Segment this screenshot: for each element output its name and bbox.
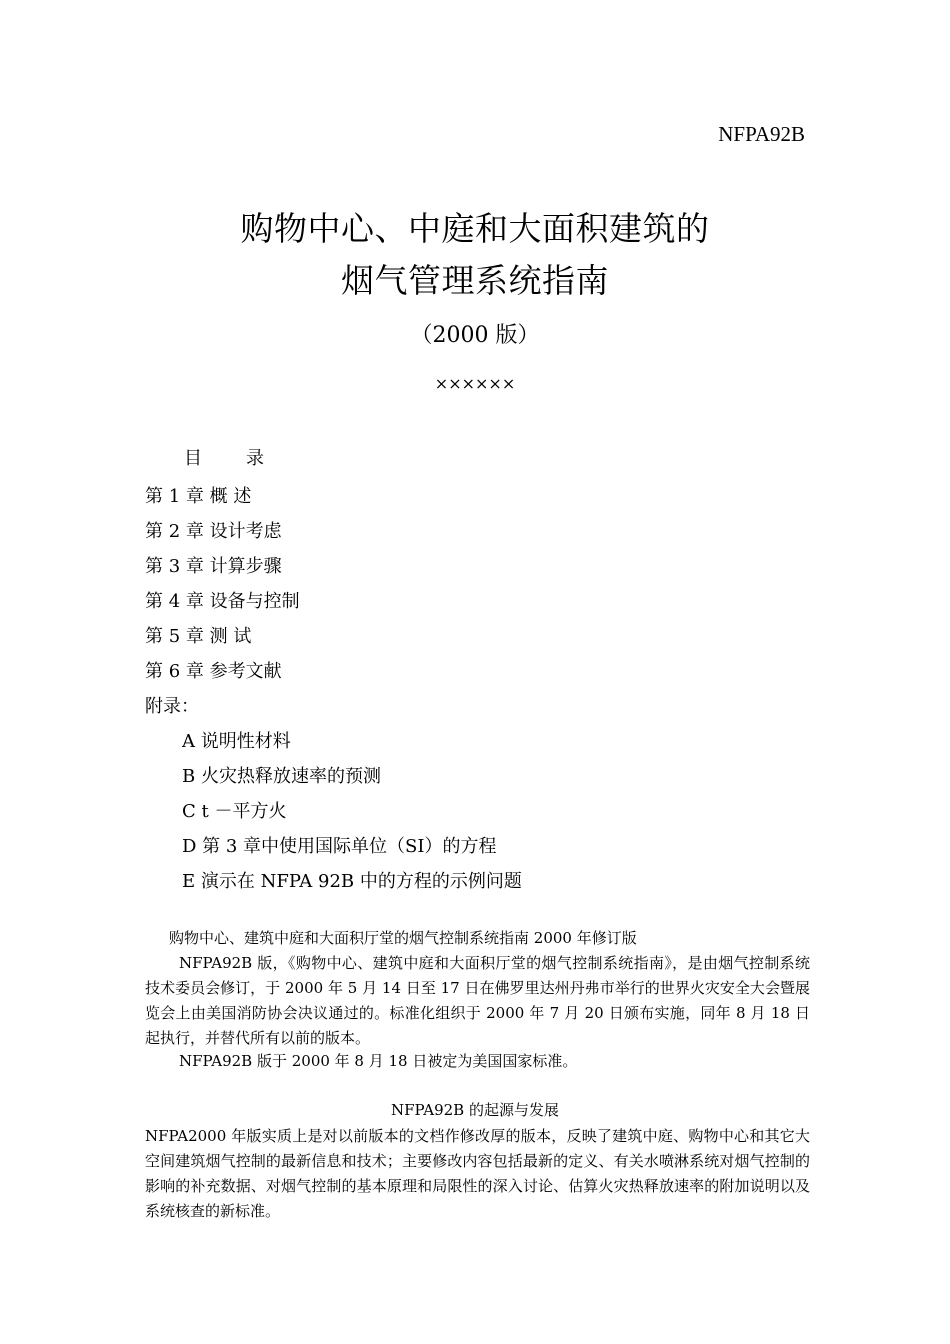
origin-paragraph: NFPA2000 年版实质上是对以前版本的文档作修改厚的版本，反映了建筑中庭、购物中心和其它大空间建筑烟气控制的最新信息和技术；主要修改内容包括最新的定义、有关水喷淋系统对烟气控制的影响的补充数据、对烟气控制的基本原理和局限性的深入讨论、估算火灾热释放速率的附加说明以及系统核查的新标准。 <box>145 1127 810 1220</box>
author-mark: ×××××× <box>434 374 516 393</box>
toc-appendix-e: E 演示在 NFPA 92B 中的方程的示例问题 <box>182 871 522 892</box>
title-line-1: 购物中心、中庭和大面积建筑的 <box>240 209 710 248</box>
toc-item-chapter-5: 第 5 章 测 试 <box>145 626 252 647</box>
toc-item-chapter-1: 第 1 章 概 述 <box>145 486 252 507</box>
toc-item-chapter-4: 第 4 章 设备与控制 <box>145 591 300 612</box>
toc-appendix-c: C t －平方火 <box>182 801 287 822</box>
revision-description-paragraph: NFPA92B 版，《购物中心、建筑中庭和大面积厅堂的烟气控制系统指南》，是由烟气控制系统技术委员会修订，于 2000 年 5 月 14 日至 17 日在佛罗里达州丹弗市举行的世界火灾安全大会暨展览会上由美国消防协会决议通过的。标准化组织于 2000 年 7 月 20 日颁布实施，同年 8 月 18 日起执行，并替代所有以前的版本。 <box>145 954 810 1047</box>
toc-appendix-d: D 第 3 章中使用国际单位（SI）的方程 <box>182 836 497 857</box>
toc-item-chapter-2: 第 2 章 设计考虑 <box>145 521 282 542</box>
toc-heading: 目录 <box>184 448 308 469</box>
toc-appendix-b: B 火灾热释放速率的预测 <box>182 766 381 787</box>
document-code: NFPA92B <box>718 122 805 146</box>
national-standard-paragraph: NFPA92B 版于 2000 年 8 月 18 日被定为美国国家标准。 <box>179 1052 578 1070</box>
toc-appendix-a: A 说明性材料 <box>182 731 291 752</box>
edition-label: （2000 版） <box>410 323 540 348</box>
toc-item-chapter-3: 第 3 章 计算步骤 <box>145 556 282 577</box>
revision-heading-paragraph: 购物中心、建筑中庭和大面积厅堂的烟气控制系统指南 2000 年修订版 <box>169 929 637 947</box>
table-of-contents <box>145 479 522 899</box>
toc-appendix-label: 附录： <box>145 696 199 717</box>
origin-subheading: NFPA92B 的起源与发展 <box>391 1101 559 1119</box>
title-line-2: 烟气管理系统指南 <box>341 261 609 300</box>
toc-item-chapter-6: 第 6 章 参考文献 <box>145 661 282 682</box>
